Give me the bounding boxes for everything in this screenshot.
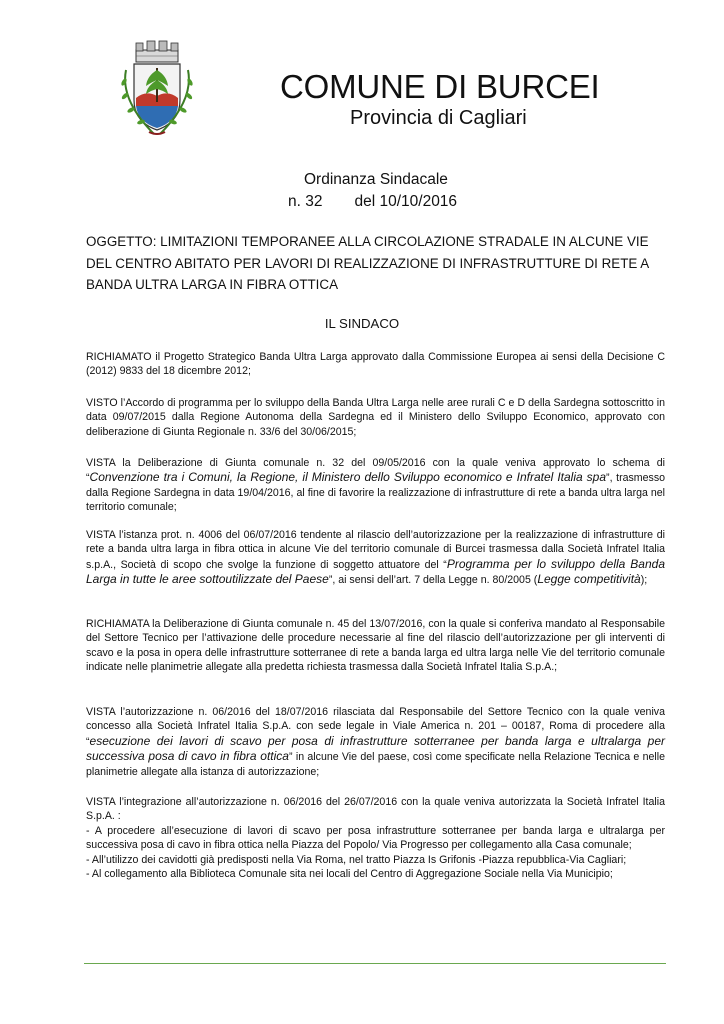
text-run: ); bbox=[640, 574, 648, 587]
coat-of-arms-icon bbox=[116, 40, 198, 138]
paragraph-text: RICHIAMATA la Deliberazione di Giunta comunale n. 45 del 13/07/2016, con la quale si conferiva mandato al Responsabile del Settore Tecnico per l’attivazione delle procedure necessarie al fine del rilascio dell’autorizzazione per gli interventi di scavo e la posa in opera delle infrastrutture sotterranee di rete a banda larga ed ultra larga nelle Vie del territorio comunale indicate nelle planimetrie allegate alla predetta richiesta trasmessa dalla Società Infratel Italia S.p.A.; bbox=[86, 618, 665, 674]
text-run: ” in alcune Vie del paese, così come specificate nella Relazione Tecnica e nelle planimetrie allegate alla istanza di autorizzazione; bbox=[86, 751, 666, 778]
paragraph-text bbox=[86, 705, 665, 779]
list-item: - All’utilizzo dei cavidotti già predisposti nella Via Roma, nel tratto Piazza Is Grifonis -Piazza repubblica-Via Cagliari; bbox=[86, 853, 627, 866]
list-item: - Al collegamento alla Biblioteca Comunale sita nei locali del Centro di Aggregazione Sociale nella Via Municipio; bbox=[86, 868, 613, 881]
ordinance-type: Ordinanza Sindacale bbox=[304, 171, 448, 188]
paragraph-text: VISTA l’integrazione all’autorizzazione n. 06/2016 del 26/07/2016 con la quale veniva autorizzata la Società Infratel Italia S.p.A. : bbox=[86, 796, 665, 823]
subject-heading: OGGETTO: LIMITAZIONI TEMPORANEE ALLA CIRCOLAZIONE STRADALE IN ALCUNE VIE DEL CENTRO ABITATO PER LAVORI DI REALIZZAZIONE DI INFRASTRUTTURE DI RETE A BANDA ULTRA LARGA IN FIBRA OTTICA bbox=[86, 234, 649, 292]
text-run: VISTA la Deliberazione di Giunta comunale n. 32 del 09/05/2016 con la quale veniva approvato lo schema di “ bbox=[86, 457, 665, 485]
paragraph-vista-integrazione bbox=[86, 795, 665, 881]
italic-run: Convenzione tra i Comuni, la Regione, il Ministero dello Sviluppo economico e Infratel Italia spa bbox=[89, 470, 607, 485]
ordinance-number-date bbox=[288, 193, 457, 211]
municipality-title: COMUNE DI BURCEI bbox=[280, 68, 600, 105]
italic-run: Legge competitività bbox=[537, 572, 641, 587]
paragraph-visto-accordo bbox=[86, 396, 665, 439]
ordinance-number: n. 32 bbox=[288, 193, 323, 210]
paragraph-text bbox=[86, 528, 665, 588]
paragraph-vista-istanza bbox=[86, 528, 665, 588]
province-subtitle: Provincia di Cagliari bbox=[350, 107, 527, 129]
crown-icon bbox=[136, 41, 178, 62]
paragraph-richiamato-progetto bbox=[86, 350, 665, 379]
paragraph-richiamata-deliberazione-45 bbox=[86, 617, 665, 675]
italic-run: Programma per lo sviluppo della Banda Larga in tutte le aree sottoutilizzate del Paese bbox=[86, 556, 665, 587]
ordinance-date: del 10/10/2016 bbox=[354, 193, 458, 210]
text-run: ”, trasmesso dalla Regione Sardegna in data 19/04/2016, al fine di favorire la realizzazione di infrastrutture di rete a banda ultra larga nel territorio comunale; bbox=[86, 472, 666, 514]
text-run: ”, ai sensi dell’art. 7 della Legge n. 80/2005 ( bbox=[328, 574, 538, 587]
text-run: VISTA l’istanza prot. n. 4006 del 06/07/2016 tendente al rilascio dell’autorizzazione per la realizzazione di infrastrutture di rete a banda ultra larga in fibra ottica in alcune Vie del territorio comunale di Burcei trasmessa dalla Società Infratel Italia s.p.A., Società di scopo che svolge la funzione di soggetto attuatore del “ bbox=[86, 529, 665, 571]
paragraph-vista-deliberazione-32 bbox=[86, 456, 665, 515]
paragraph-text: VISTO l’Accordo di programma per lo sviluppo della Banda Ultra Larga nelle aree rurali C e D della Sardegna sottoscritto in data 09/07/2015 dalla Regione Autonoma della Sardegna ed il Ministero dello Sviluppo Economico, approvato con deliberazione di Giunta Regionale n. 33/6 del 30/06/2015; bbox=[86, 397, 665, 438]
footer-divider bbox=[84, 963, 666, 964]
paragraph-text bbox=[86, 456, 665, 515]
italic-run: esecuzione dei lavori di scavo per posa di infrastrutture sotterranee per banda larga e ultralarga per successiva posa di cavo in fibra ottica bbox=[86, 733, 665, 764]
paragraph-vista-autorizzazione bbox=[86, 705, 665, 779]
list-item: - A procedere all’esecuzione di lavori di scavo per posa infrastrutture sotterranee per banda larga e ultralarga per successiva posa di cavo in fibra ottica nella Piazza del Popolo/ Via Progresso per collegamento alla Casa comunale; bbox=[86, 824, 665, 852]
text-run: VISTA l’autorizzazione n. 06/2016 del 18/07/2016 rilasciata dal Responsabile del Settore Tecnico con la quale veniva concesso alla Società Infratel Italia S.p.A. con sede legale in Viale America n. 201 – 00187, Roma di procedere alla “ bbox=[86, 706, 665, 748]
il-sindaco-heading: IL SINDACO bbox=[324, 316, 400, 331]
paragraph-text: RICHIAMATO il Progetto Strategico Banda Ultra Larga approvato dalla Commissione Europea ai sensi della Decisione C (2012) 9833 del 18 dicembre 2012; bbox=[86, 351, 665, 378]
